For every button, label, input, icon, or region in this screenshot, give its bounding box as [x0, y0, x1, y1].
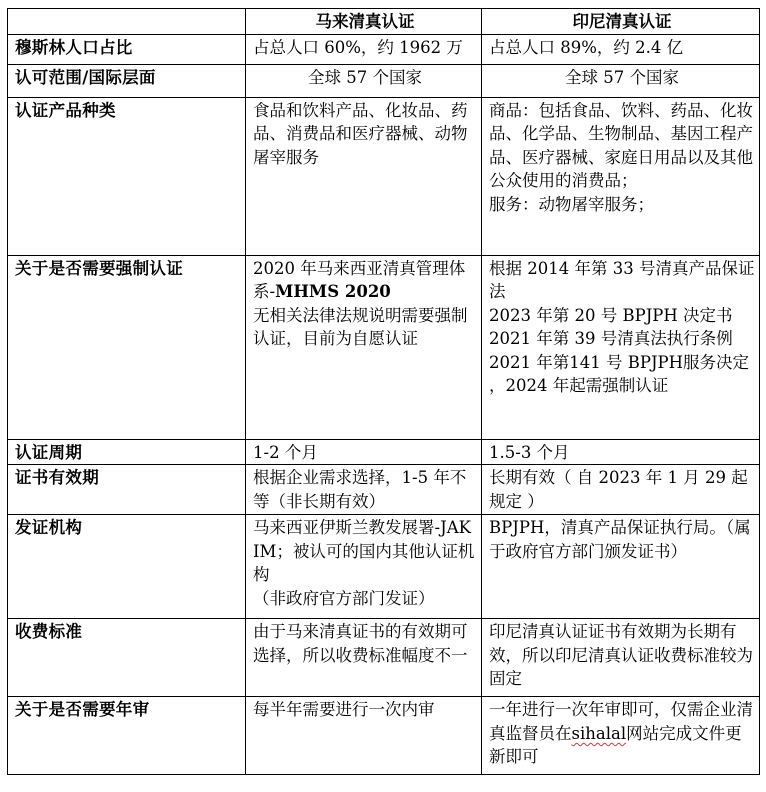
annual-review-text-end: 网站完成文件更新即可	[489, 723, 742, 767]
cell-malaysia: 马来西亚伊斯兰教发展署-JAKIM；被认可的国内其他认证机构 （非政府官方部门发证）	[246, 515, 482, 619]
table-row-recognition-scope	[8, 65, 760, 98]
header-malaysia: 马来清真认证	[246, 9, 482, 35]
malaysia-mhms-text: 2020 年马来西亚清真管理体系-	[253, 259, 466, 302]
cell-indonesia: 印尼清真认证证书有效期为长期有效，所以印尼清真认证收费标准较为固定	[482, 619, 760, 697]
row-label: 收费标准	[8, 619, 246, 697]
table-row-annual-review	[8, 697, 760, 775]
row-label: 发证机构	[8, 515, 246, 619]
cell-malaysia: 由于马来清真证书的有效期可选择，所以收费标准幅度不一	[246, 619, 482, 697]
cell-indonesia: 占总人口 89%，约 2.4 亿	[482, 35, 760, 65]
malaysia-voluntary-text: 无相关法律法规说明需要强制认证，目前为自愿认证	[253, 305, 468, 349]
cell-indonesia	[482, 697, 760, 775]
table-row-fee-standard	[8, 619, 760, 697]
cell-malaysia	[246, 256, 482, 440]
cell-indonesia: 长期有效（ 自 2023 年 1 月 29 起规定 ）	[482, 465, 760, 515]
cell-malaysia: 全球 57 个国家	[246, 65, 482, 98]
halal-certification-comparison-table	[7, 8, 760, 775]
table-row-certification-period	[8, 440, 760, 465]
comparison-document	[7, 8, 760, 775]
table-row-mandatory-certification	[8, 256, 760, 440]
sihalal-spellcheck-word: sihalal	[571, 723, 627, 743]
table-row-issuing-body	[8, 515, 760, 619]
table-row-certificate-validity	[8, 465, 760, 515]
cell-malaysia: 占总人口 60%，约 1962 万	[246, 35, 482, 65]
table-row-product-types	[8, 98, 760, 256]
table-header-row	[8, 9, 760, 35]
cell-malaysia: 食品和饮料产品、化妆品、药品、消费品和医疗器械、动物屠宰服务	[246, 98, 482, 256]
row-label: 认证产品种类	[8, 98, 246, 256]
cell-indonesia: 根据 2014 年第 33 号清真产品保证法 2023 年第 20 号 BPJPH 决定书 2021 年第 39 号清真法执行条例 2021 年第141 号 BPJPH服务决定 ，2024 年起需强制认证	[482, 256, 760, 440]
header-indonesia: 印尼清真认证	[482, 9, 760, 35]
row-label: 关于是否需要强制认证	[8, 256, 246, 440]
cell-malaysia: 1-2 个月	[246, 440, 482, 465]
header-corner-cell	[8, 9, 246, 35]
annual-review-text: 一年进行一次年审即可，仅需企业清真监督员在	[489, 700, 753, 743]
cell-malaysia: 根据企业需求选择，1-5 年不等（非长期有效）	[246, 465, 482, 515]
row-label: 认证周期	[8, 440, 246, 465]
cell-malaysia: 每半年需要进行一次内审	[246, 697, 482, 775]
cell-indonesia: 全球 57 个国家	[482, 65, 760, 98]
mhms-2020-bold: MHMS 2020	[275, 282, 391, 302]
row-label: 证书有效期	[8, 465, 246, 515]
cell-indonesia: 商品：包括食品、饮料、药品、化妆品、化学品、生物制品、基因工程产品、医疗器械、家庭日用品以及其他公众使用的消费品； 服务：动物屠宰服务；	[482, 98, 760, 256]
cell-indonesia: BPJPH，清真产品保证执行局。（属于政府官方部门颁发证书）	[482, 515, 760, 619]
cell-indonesia: 1.5-3 个月	[482, 440, 760, 465]
row-label: 认可范围/国际层面	[8, 65, 246, 98]
row-label: 关于是否需要年审	[8, 697, 246, 775]
row-label: 穆斯林人口占比	[8, 35, 246, 65]
table-row-muslim-population	[8, 35, 760, 65]
